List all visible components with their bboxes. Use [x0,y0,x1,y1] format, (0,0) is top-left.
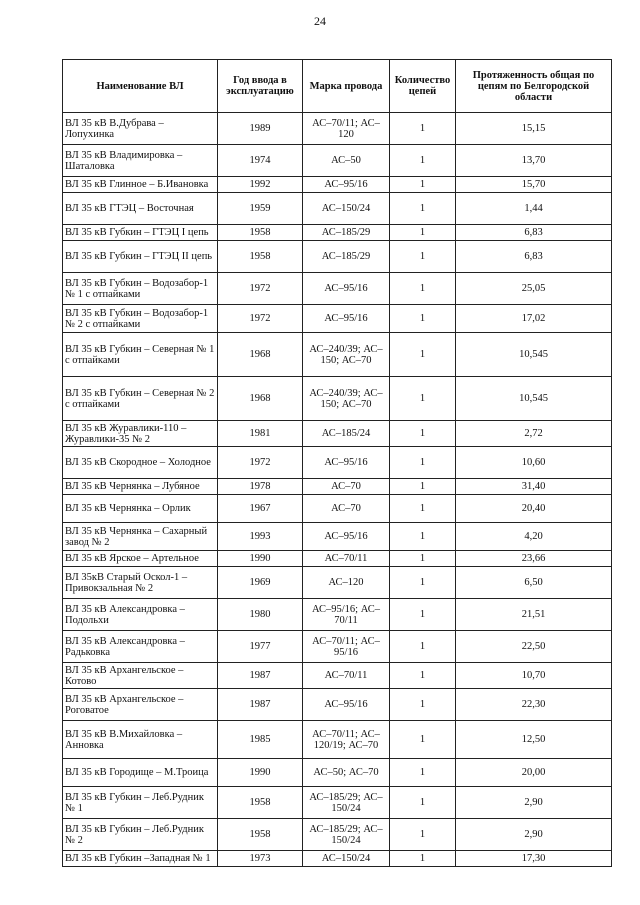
circuit-count-cell: 1 [390,333,456,377]
circuit-count-cell: 1 [390,567,456,599]
commission-year-cell: 1967 [218,495,303,523]
line-name-cell: ВЛ 35 кВ Губкин – Северная № 2 с отпайками [63,377,218,421]
table-row [63,851,612,867]
commission-year-cell: 1990 [218,551,303,567]
line-name-cell: ВЛ 35 кВ В.Дубрава – Лопухинка [63,113,218,145]
wire-brand-cell: АС–185/29; АС–150/24 [303,819,390,851]
table-row [63,145,612,177]
commission-year-cell: 1993 [218,523,303,551]
table-row [63,631,612,663]
commission-year-cell: 1969 [218,567,303,599]
commission-year-cell: 1973 [218,851,303,867]
commission-year-cell: 1987 [218,663,303,689]
wire-brand-cell: АС–50 [303,145,390,177]
line-name-cell: ВЛ 35 кВ Архангельское – Котово [63,663,218,689]
header-total-length: Протяженность общая по цепям по Белгородской области [456,60,612,113]
table-row [63,759,612,787]
circuit-count-cell: 1 [390,663,456,689]
total-length-cell: 17,30 [456,851,612,867]
line-name-cell: ВЛ 35 кВ Чернянка – Лубяное [63,479,218,495]
wire-brand-cell: АС–185/29 [303,241,390,273]
total-length-cell: 10,545 [456,377,612,421]
header-commission-year: Год ввода в эксплуатацию [218,60,303,113]
circuit-count-cell: 1 [390,759,456,787]
table-row [63,523,612,551]
wire-brand-cell: АС–95/16 [303,273,390,305]
total-length-cell: 10,545 [456,333,612,377]
table-row [63,689,612,721]
commission-year-cell: 1968 [218,377,303,421]
wire-brand-cell: АС–185/24 [303,421,390,447]
commission-year-cell: 1958 [218,225,303,241]
wire-brand-cell: АС–120 [303,567,390,599]
commission-year-cell: 1968 [218,333,303,377]
commission-year-cell: 1981 [218,421,303,447]
circuit-count-cell: 1 [390,273,456,305]
commission-year-cell: 1958 [218,787,303,819]
total-length-cell: 13,70 [456,145,612,177]
commission-year-cell: 1989 [218,113,303,145]
table-row [63,113,612,145]
line-name-cell: ВЛ 35 кВ Губкин –Западная № 1 [63,851,218,867]
circuit-count-cell: 1 [390,495,456,523]
line-name-cell: ВЛ 35 кВ ГТЭЦ – Восточная [63,193,218,225]
total-length-cell: 17,02 [456,305,612,333]
table-row [63,787,612,819]
commission-year-cell: 1959 [218,193,303,225]
wire-brand-cell: АС–240/39; АС–150; АС–70 [303,333,390,377]
table-row [63,479,612,495]
circuit-count-cell: 1 [390,787,456,819]
total-length-cell: 22,50 [456,631,612,663]
table-row [63,663,612,689]
commission-year-cell: 1974 [218,145,303,177]
commission-year-cell: 1958 [218,241,303,273]
circuit-count-cell: 1 [390,193,456,225]
commission-year-cell: 1992 [218,177,303,193]
commission-year-cell: 1990 [218,759,303,787]
total-length-cell: 31,40 [456,479,612,495]
table-row [63,193,612,225]
table-row [63,421,612,447]
wire-brand-cell: АС–70 [303,495,390,523]
line-name-cell: ВЛ 35 кВ Архангельское – Роговатое [63,689,218,721]
header-circuit-count: Количество цепей [390,60,456,113]
circuit-count-cell: 1 [390,819,456,851]
line-name-cell: ВЛ 35 кВ Губкин – Северная № 1 с отпайками [63,333,218,377]
total-length-cell: 6,83 [456,241,612,273]
line-name-cell: ВЛ 35 кВ Скородное – Холодное [63,447,218,479]
total-length-cell: 15,70 [456,177,612,193]
wire-brand-cell: АС–150/24 [303,193,390,225]
commission-year-cell: 1985 [218,721,303,759]
line-name-cell: ВЛ 35 кВ Чернянка – Орлик [63,495,218,523]
commission-year-cell: 1972 [218,305,303,333]
table-row [63,495,612,523]
line-name-cell: ВЛ 35 кВ Губкин – Леб.Рудник № 1 [63,787,218,819]
total-length-cell: 20,40 [456,495,612,523]
table-row [63,273,612,305]
wire-brand-cell: АС–70/11; АС–95/16 [303,631,390,663]
circuit-count-cell: 1 [390,113,456,145]
line-name-cell: ВЛ 35 кВ Ярское – Артельное [63,551,218,567]
wire-brand-cell: АС–185/29; АС–150/24 [303,787,390,819]
wire-brand-cell: АС–70 [303,479,390,495]
line-name-cell: ВЛ 35 кВ Глинное – Б.Ивановка [63,177,218,193]
total-length-cell: 22,30 [456,689,612,721]
table-row [63,551,612,567]
total-length-cell: 2,90 [456,787,612,819]
circuit-count-cell: 1 [390,523,456,551]
power-lines-table [62,59,612,867]
wire-brand-cell: АС–70/11; АС–120 [303,113,390,145]
commission-year-cell: 1987 [218,689,303,721]
table-row [63,721,612,759]
line-name-cell: ВЛ 35 кВ Губкин – Водозабор-1 № 2 с отпайками [63,305,218,333]
commission-year-cell: 1977 [218,631,303,663]
wire-brand-cell: АС–95/16 [303,305,390,333]
total-length-cell: 1,44 [456,193,612,225]
line-name-cell: ВЛ 35 кВ Губкин – Леб.Рудник № 2 [63,819,218,851]
header-line-name: Наименование ВЛ [63,60,218,113]
table-row [63,333,612,377]
table-header-row [63,60,612,113]
total-length-cell: 15,15 [456,113,612,145]
circuit-count-cell: 1 [390,631,456,663]
circuit-count-cell: 1 [390,447,456,479]
table-row [63,305,612,333]
wire-brand-cell: АС–70/11 [303,551,390,567]
total-length-cell: 20,00 [456,759,612,787]
wire-brand-cell: АС–95/16 [303,447,390,479]
total-length-cell: 6,83 [456,225,612,241]
line-name-cell: ВЛ 35 кВ Владимировка – Шаталовка [63,145,218,177]
total-length-cell: 23,66 [456,551,612,567]
circuit-count-cell: 1 [390,225,456,241]
line-name-cell: ВЛ 35 кВ Губкин – ГТЭЦ I цепь [63,225,218,241]
line-name-cell: ВЛ 35 кВ В.Михайловка – Анновка [63,721,218,759]
table-row [63,377,612,421]
table-row [63,241,612,273]
circuit-count-cell: 1 [390,479,456,495]
line-name-cell: ВЛ 35 кВ Губкин – Водозабор-1 № 1 с отпайками [63,273,218,305]
total-length-cell: 2,72 [456,421,612,447]
wire-brand-cell: АС–50; АС–70 [303,759,390,787]
circuit-count-cell: 1 [390,177,456,193]
wire-brand-cell: АС–95/16 [303,523,390,551]
wire-brand-cell: АС–70/11 [303,663,390,689]
wire-brand-cell: АС–185/29 [303,225,390,241]
total-length-cell: 10,60 [456,447,612,479]
wire-brand-cell: АС–95/16 [303,177,390,193]
wire-brand-cell: АС–150/24 [303,851,390,867]
circuit-count-cell: 1 [390,145,456,177]
total-length-cell: 4,20 [456,523,612,551]
circuit-count-cell: 1 [390,241,456,273]
line-name-cell: ВЛ 35 кВ Чернянка – Сахарный завод № 2 [63,523,218,551]
circuit-count-cell: 1 [390,305,456,333]
header-wire-brand: Марка провода [303,60,390,113]
total-length-cell: 12,50 [456,721,612,759]
commission-year-cell: 1980 [218,599,303,631]
line-name-cell: ВЛ 35 кВ Александровка – Радьковка [63,631,218,663]
line-name-cell: ВЛ 35 кВ Александровка – Подольхи [63,599,218,631]
line-name-cell: ВЛ 35 кВ Губкин – ГТЭЦ II цепь [63,241,218,273]
wire-brand-cell: АС–95/16; АС–70/11 [303,599,390,631]
table-row [63,447,612,479]
wire-brand-cell: АС–240/39; АС–150; АС–70 [303,377,390,421]
table-row [63,599,612,631]
total-length-cell: 6,50 [456,567,612,599]
circuit-count-cell: 1 [390,599,456,631]
circuit-count-cell: 1 [390,721,456,759]
total-length-cell: 21,51 [456,599,612,631]
line-name-cell: ВЛ 35кВ Старый Оскол-1 – Привокзальная № 2 [63,567,218,599]
line-name-cell: ВЛ 35 кВ Журавлики-110 – Журавлики-35 № 2 [63,421,218,447]
wire-brand-cell: АС–95/16 [303,689,390,721]
wire-brand-cell: АС–70/11; АС–120/19; АС–70 [303,721,390,759]
circuit-count-cell: 1 [390,689,456,721]
commission-year-cell: 1958 [218,819,303,851]
table-row [63,567,612,599]
table-row [63,819,612,851]
circuit-count-cell: 1 [390,551,456,567]
commission-year-cell: 1978 [218,479,303,495]
total-length-cell: 2,90 [456,819,612,851]
total-length-cell: 25,05 [456,273,612,305]
table-row [63,225,612,241]
table-row [63,177,612,193]
circuit-count-cell: 1 [390,851,456,867]
page-number: 24 [314,14,326,28]
circuit-count-cell: 1 [390,377,456,421]
commission-year-cell: 1972 [218,273,303,305]
total-length-cell: 10,70 [456,663,612,689]
circuit-count-cell: 1 [390,421,456,447]
commission-year-cell: 1972 [218,447,303,479]
line-name-cell: ВЛ 35 кВ Городище – М.Троица [63,759,218,787]
